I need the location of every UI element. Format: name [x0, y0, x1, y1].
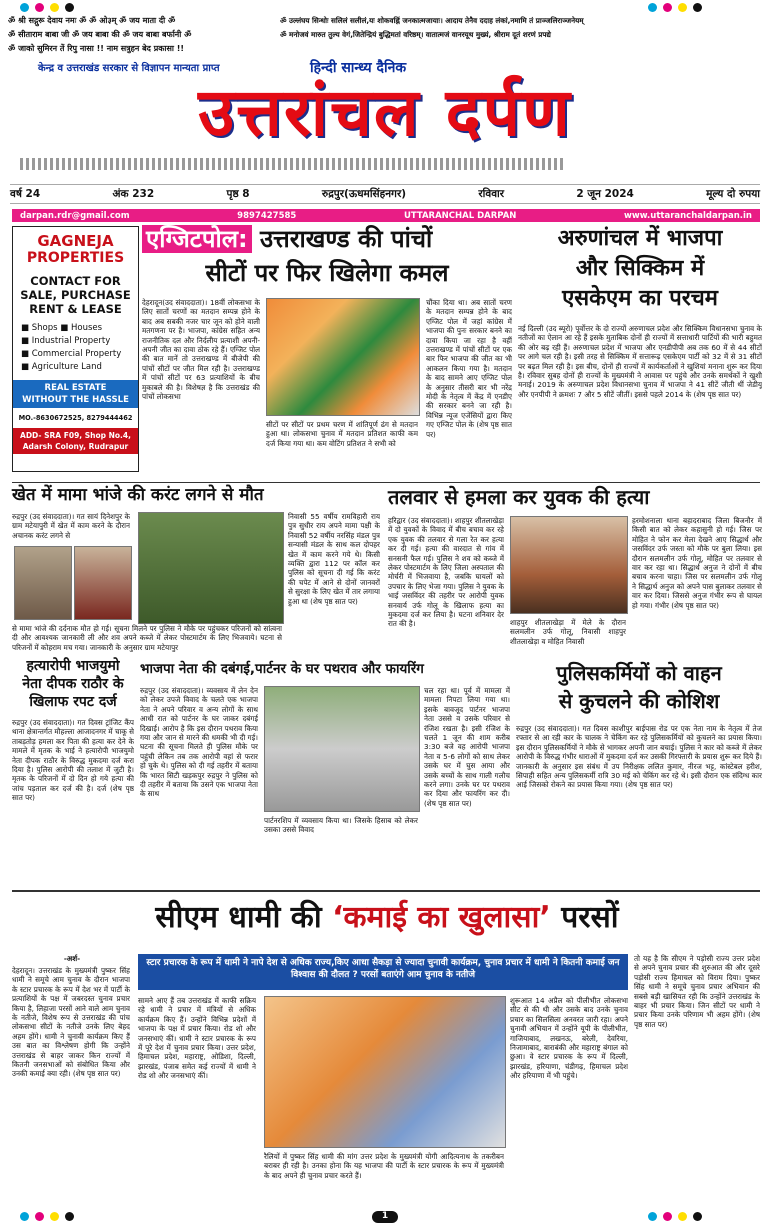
story-sword-murder	[388, 486, 762, 656]
story-dhami	[12, 896, 762, 1212]
murder-victim-photo	[510, 516, 628, 614]
story-dhami-headline-quote: ‘कमाई का खुलासा’	[332, 900, 551, 935]
farm-field-photo	[138, 512, 284, 624]
story-dhami-byline: -अर्श-	[63, 954, 81, 963]
masthead-title: उत्तरांचल दर्पण	[198, 74, 572, 151]
story-sword-body: हरिद्वार (उद संवाददाता)। शाहपुर शीतलाखेड़ा में दो युवकों के विवाद में बीच बचाव कर रहे एक युवक की तलवार से गला रेत कर हत्या कर दी गई। हत्या की वारदात से गांव में सनसनी फैल गई। पुलिस ने शव को कब्जे में लेकर पोस्टमार्टम के लिए जिला अस्पताल की मोर्चरी में भिजवाया है, जबकि घायलों को उपचार के लिए भेजा गया। पुलिस ने युवक के भाई जसविंदर की तहरीर पर आरोपी युवक सनवार्य उर्फ गोलू के खिलाफ हत्या का मुकदमा दर्ज कर लिया है। घटना शनिवार देर रात की है।	[388, 516, 504, 629]
ad-contact: CONTACT FOR	[30, 274, 121, 288]
story-electrocution	[12, 486, 382, 656]
info-price: मूल्य दो रुपया	[706, 188, 760, 200]
ad-title-1: GAGNEJA	[37, 232, 114, 250]
ad-line-1: SALE, PURCHASE	[20, 288, 131, 302]
story-police-headline-2: से कुचलने की कोशिश	[558, 689, 720, 713]
story-dhami-col-2: सामने आए हैं तब उत्तराखंड में काफी सक्रिय रहे धामी ने प्रचार में मंत्रियों से अधिक कार्यक्रम किए हैं। उन्होंने विभिन्न प्रदेशों में भाजपा के पक्ष में प्रचार किया। रोड शो और जनसभाएं कीं। धामी ने स्टार प्रचारक के रूप में पूरे देश में चुनाव प्रचार किया। उत्तर प्रदेश, हिमाचल प्रदेश, महाराष्ट्र, ओडिशा, दिल्ली, झारखंड, पंजाब समेत कई राज्यों में धामी ने रोड शो और जनसभाएं कीं।	[138, 996, 256, 1081]
masthead-tagline-left: केन्द्र व उत्तराखंड सरकार से विज्ञापन मान्यता प्राप्त	[38, 63, 220, 74]
contact-facebook[interactable]: UTTARANCHAL DARPAN	[403, 210, 517, 221]
story-exit-poll-col-1: देहरादून(उद संवाददाता)। 18वीं लोकसभा के लिए सातों चरणों का मतदान सम्पन्न होने के बाद अब सबकी नजर चार जून को होने वाली मतगणना पर है। भाजपा, कांग्रेस सहित अन्य राजनीतिक दल और निर्दलीय प्रत्याशी अपनी-अपनी जीत का दावा ठोक रहे हैं। एग्जिट पोल की बात मानें तो उत्तराखण्ड में बीजेपी की पांचों सीटों पर जीत मिल रही है। उत्तराखण्ड में पांचों सीटों पर 63 प्रत्याशियों के बीच मुकाबले की है। विशेषज्ञ है कि उत्तराखंड की पांचों लोकसभा	[142, 298, 260, 402]
story-bjym-headline-2: नेता दीपक राठौर के	[22, 676, 124, 692]
story-bjp-leader-headline: भाजपा नेता की दबंगई,पार्टनर के घर पथराव और फायरिंग	[140, 661, 424, 677]
masthead-quote-right: ॐ उल्लंघय सिन्धोः सलिलं सलीलं,यः शोकवह्निं जनकात्मजायाः। आदाय तेनैव ददाह लंकां,नमामि तं प्राञ्जलिराञ्जनेयम् ॐ मनोजवं मारुत तुल्य वेगं,जितेन्द्रियं बुद्धिमतां वरिष्ठम्। वातात्मजं वानरयूथ मुख्यं, श्रीराम दूतं शरणं प्रपद्ये	[280, 16, 584, 39]
property-ad	[12, 226, 139, 472]
story-police-body: रुद्रपुर (उद संवाददाता)। गत दिवस काशीपुर बाईपास रोड पर एक नेता नाम के नेतृत्व में तेज रफ्तार से आ रही कार के चालक ने चेकिंग कर रहे पुलिसकर्मियों को कुचलने का प्रयास किया। इस दौरान पुलिसकर्मियों ने मौके से भागकर अपनी जान बचाई। पुलिस ने कार को कब्जे में लेकर आरोपी के विरुद्ध गंभीर धाराओं में मुकदमा दर्ज कर उसकी गिरफ्तारी के प्रयास शुरू कर दिये हैं। जानकारी के अनुसार इस संबंध में उप निरीक्षक ललित कुमार, नीरज भट्ट, कांस्टेबल हरीश, सिपाही सहित अन्य पुलिसकर्मी रात्रि 30 मई को चेकिंग कर रहे थे। इसी दौरान एक संदिग्ध कार आई जिसको रोकने का प्रयास किया गया। (शेष पृष्ठ सात पर)	[516, 724, 762, 790]
registration-dots-top-right	[648, 3, 702, 12]
story-electrocution-headline: खेत में मामा भांजे की करंट लगने से मौत	[12, 485, 264, 505]
ad-title-2: PROPERTIES	[26, 250, 125, 266]
story-bjp-leader-col-3: चल रहा था। पूर्व में मामला में मामला निपटा लिया गया था। इसके बावजूद पार्टनर भाजपा नेता उससे व उसके परिवार से रंजिश रखता है। इसी रंजिश के चलते 1 जून की शाम करीब 3:30 बजे वह आरोपी भाजपा नेता व 5-6 लोगों को साथ लेकर उसके घर में घुस आया और उसके बच्चों के साथ गाली गलौच करने लगा। उनके घर पर पथराव कर दिया और फायरिंग कर दी। (शेष पृष्ठ सात पर)	[424, 686, 510, 808]
contact-website[interactable]: www.uttaranchaldarpan.in	[624, 210, 752, 221]
story-arunachal-body: नई दिल्ली (उद ब्यूरो) पूर्वोत्तर के दो राज्यों अरुणाचल प्रदेश और सिक्किम विधानसभा चुनाव के नतीजों का ऐलान आ रहे हैं इसके मुताबिक दोनों ही राज्यों में सत्ताधारी पार्टियों की भारी बहुमत की ओर बढ़ रही हैं। अरुणाचल प्रदेश में भाजपा और एनडीपीपी अब तक 60 में से 44 सीटों पर आगे चल रही है। इसी तरह से सिक्किम में सत्तारूढ़ एसकेएम पार्टी को 32 में से 31 सीटों पर बढ़त मिल रही है। इस बीच, दोनों ही राज्यों में कार्यकर्ताओं ने खुशियां मनाना शुरू कर दिया है। रविवार सुबह दोनों ही राज्यों के मुख्यमंत्री ने आवास पर पहुंचे और उनके समर्थकों ने खुशी मनाई। 2019 के अरुणाचल प्रदेश विधानसभा चुनाव में भाजपा ने 41 सीटें जीती थीं जेडीयू और एनपीपी ने क्रमशः 7 और 5 सीटें जीतीं। इससे पहले 2014 के (शेष पृष्ठ सात पर)	[518, 324, 762, 399]
story-dhami-col-5: तो यह है कि सीएम ने पड़ोसी राज्य उत्तर प्रदेश से अपने चुनाव प्रचार की शुरुआत की और दूसरे पड़ोसी राज्य हिमाचल को विराम दिया। पुष्कर सिंह धामी ने समूचे चुनाव प्रचार अभियान की सबसे बड़ी खासियत रही कि उन्होंने उत्तराखंड के बाहर भी प्रचार किया। जिन सीटों पर धामी ने प्रचार किया उनके परिणाम भी अहम होंगे। (शेष पृष्ठ सात पर)	[634, 954, 760, 1029]
ad-item-2: ■ Industrial Property	[21, 336, 111, 346]
masthead	[0, 12, 770, 210]
contact-email[interactable]: darpan.rdr@gmail.com	[20, 210, 130, 221]
ad-item-1: ■ Shops ■ Houses	[21, 323, 103, 333]
story-exit-poll-col-2: सीटों पर सीटों पर प्रथम चरण में शांतिपूर्ण ढंग से मतदान हुआ था। लोकसभा चुनाव में मतदान प्रतिशत काफी कम दर्ज किया गया था। कम वोटिंग प्रतिशत ने सभी को	[266, 420, 418, 448]
registration-dots-top-left	[20, 3, 74, 12]
story-sword-col-3: हरमोशनाला थाना बहादराबाद जिला बिजनौर में किसी बात को लेकर कहासुनी हो गई। जिस पर मोहित ने फोन कर मेला देखने आए सिद्धार्थ और जसविंदर उर्फ जस्ता को मौके पर बुला लिया। इस दौरान सलमलीन उर्फ गोलू, मोहित पर तलवार से वार कर रहा था। सिद्धार्थ अनुज ने दोनों में बीच बचाव करना चाहा। जिस पर सलमलीन उर्फ गोलू ने सिद्धार्थ अनुज को अपने पास बुलाकर तलवार से वार कर दिया। जिससे अनुज गंभीर रूप से घायल हो गया। गंभीर (शेष पृष्ठ सात पर)	[632, 516, 762, 610]
victim-photo-1	[14, 546, 72, 620]
story-electrocution-body: से मामा भांजे की दर्दनाक मौत हो गई। सूचना मिलने पर पुलिस ने मौके पर पहुंचकर परिजनों को सांत्वना दी और आवश्यक जानकारी ली और शव अपने कब्जे में लेकर पोस्टमार्टम के लिए भिजवाये। घटना से परिजनों में कोहराम मच गया। जानकारी के अनुसार ग्राम मटेयापुर	[12, 624, 282, 652]
story-arunachal-headline-3: एसकेएम का परचम	[562, 286, 718, 311]
story-electrocution-lead: रुद्रपुर (उद संवाददाता)। गत सायं दिनेशपुर के ग्राम मटेयापुरी में खेत में काम करने के दौरान अचानक करंट लगने से	[12, 512, 130, 540]
ad-address: ADD- SRA F09, Shop No.4, Adarsh Colony, Rudrapur	[13, 428, 138, 454]
ad-line-2: RENT & LEASE	[29, 302, 122, 316]
story-bjym-headline-3: खिलाफ रपट दर्ज	[29, 694, 117, 710]
story-sword-headline: तलवार से हमला कर युवक की हत्या	[388, 485, 650, 509]
incident-site-photo	[264, 686, 420, 812]
registration-dots-bottom-right	[648, 1212, 702, 1221]
info-day: रविवार	[478, 188, 505, 200]
dhami-photo	[264, 996, 506, 1148]
story-bjym-headline-1: हत्यारोपी भाजयुमो	[26, 658, 120, 674]
story-electrocution-col-3: निवासी 55 वर्षीय रामविहारी राय पुत्र सुधीर राय अपने मामा पक्षी के निवासी 52 वर्षीय नरसिंह मंडल पुत्र सन्यासी मंडल के साथ कल दोपहर खेत में काम करने गये थे। किसी व्यक्ति द्वारा 112 पर कॉल कर पुलिस को सूचना दी गई कि करंट की चपेट में आने से दोनों जानवरों से सुरक्षा के लिए खेत में तार लगाया हुआ था (शेष पृष्ठ सात पर)	[288, 512, 380, 606]
masthead-quote-left: ॐ श्री सद्गुरू देवाय नमः ॐ ॐ ओ३म् ॐ जय माता दी ॐ ॐ सीताराम बाबा जी ॐ जय बाबा की ॐ जय बाबा बर्फानी ॐ ॐ जाको सुमिरन तें रिपु नासा !! नाम सत्रुहन बेद प्रकासा !!	[8, 16, 192, 53]
ad-banner: REAL ESTATE WITHOUT THE HASSLE	[13, 380, 138, 408]
story-bjp-leader	[140, 662, 510, 888]
story-exit-poll-col-3: चौंका दिया था। अब सातों चरण के मतदान सम्पन्न होने के बाद एग्जिट पोल में जहां कांग्रेस में भाजपा की पुनः सरकार बनने का दावा किया जा रहा है वहीं उत्तराखण्ड में पांचों सीटों पर एक बार फिर भाजपा की जीत का भी आकलन किया गया है। मतदान के बाद सामने आए एग्जिट पोल के अनुसार तीसरी बार भी नरेंद्र मोदी के नेतृत्व में केंद्र में एनडीए की सरकार बनने जा रही है। विभिन्न न्यूज एजेंसियों द्वारा किए गए एग्जिट पोल के (शेष पृष्ठ सात पर)	[426, 298, 512, 439]
story-arunachal-headline-2: और सिक्किम में	[575, 256, 705, 281]
story-dhami-caption: रैलियों में पुष्कर सिंह धामी की मांग उत्तर प्रदेश के मुख्यमंत्री योगी आदित्यनाथ के तकरीबन बराबर ही रही है। उनका होना कि यह भाजपा की पार्टी के स्टार प्रचारक के रूप में मुख्यमंत्री के बाद अपने ही चुनाव प्रचार करते हैं।	[264, 1152, 504, 1180]
story-arunachal-headline-1: अरुणांचल में भाजपा	[557, 226, 723, 251]
contact-whatsapp[interactable]: 9897427585	[237, 210, 297, 221]
story-sword-caption: शाहपुर शीतलाखेड़ा में मेले के दौरान सलमलीन उर्फ गोलू, निवासी शाहपुर शीतलाखेड़ा व मोहित निवासी	[510, 618, 626, 646]
divider-2	[12, 890, 760, 892]
masthead-tagline-right: हिन्दी सान्ध्य दैनिक	[310, 60, 407, 76]
story-bjym-case	[12, 656, 134, 888]
story-arunachal	[518, 226, 762, 480]
registration-dots-bottom-left	[20, 1212, 74, 1221]
story-dhami-col-4: शुरूआत 14 अप्रैल को पीलीभीत लोकसभा सीट से की थी और उसके बाद उनके चुनाव प्रचार का सिलसिला अनवरत जारी रहा। अपने चुनावी अभियान में उन्होंने यूपी के पीलीभीत, गाजियाबाद, लखनऊ, बरेली, देवरिया, निजामाबाद, बाराबंकी और महाराष्ट्र बंगाल को छुआ। वे स्टार प्रचारक के रूप में दिल्ली, झारखंड, हरियाणा, चंडीगढ़, हिमाचल प्रदेश और हरियाणा में भी पहुंचे।	[510, 996, 628, 1081]
ad-phone: MO.-8630672525, 8279444462	[18, 414, 133, 422]
info-date: 2 जून 2024	[576, 188, 634, 200]
story-bjp-leader-col-2: पार्टनरशिप में व्यवसाय किया था। जिसके हिसाब को लेकर उसका उससे विवाद	[264, 816, 418, 835]
story-exit-poll-headline-2: सीटों पर फिर खिलेगा कमल	[205, 259, 449, 287]
masthead-info-bar	[10, 184, 760, 204]
story-police-vehicle	[516, 662, 762, 888]
story-dhami-banner: स्टार प्रचारक के रूप में धामी ने नापे देश से अधिक राज्य,किए आधा सैकड़ा से ज्यादा चुनावी कार्यक्रम, चुनाव प्रचार में धामी ने कितनी कमाई जन विश्वास की दौलत ? परसों बताएंगे आम चुनाव के नतीजे	[138, 954, 628, 990]
story-bjp-leader-body: रुद्रपुर (उद संवाददाता)। व्यवसाय में लेन देन को लेकर उपजे विवाद के चलते एक भाजपा नेता ने अपने परिवार व अन्य लोगों के साथ आधी रात को पार्टनर के घर जाकर दबंगई दिखाई। आरोप है कि इस दौरान पथराव किया गया और जान से मारने की धमकी भी दी गई। घटना की सूचना मिलते ही पुलिस मौके पर पहुंची लेकिन तब तक आरोपी वहां से फरार हो चुके थे। पुलिस को दी गई तहरीर में बताया कि भारत सिटी खड़कपुर रुद्रपुर ने पुलिस को दी तहरीर में बताया कि उसने एक भाजपा नेता के साथ	[140, 686, 258, 799]
divider-1	[12, 482, 760, 483]
story-dhami-headline: सीएम धामी की ‘कमाई का खुलासा’ परसों	[155, 900, 619, 935]
exit-poll-rally-photo	[266, 298, 420, 416]
story-exit-poll	[142, 226, 512, 480]
info-volume: वर्ष 24	[10, 188, 41, 200]
page-number: 1	[372, 1211, 398, 1223]
info-place: रुद्रपुर(ऊधमसिंहनगर)	[321, 188, 407, 200]
story-bjym-body: रुद्रपुर (उद संवाददाता)। गत दिवस ट्रांजिट कैंप थाना क्षेत्रान्तर्गत मौहल्ला आजादनगर में चाकू से ताबड़तोड़ हमला कर पिता की हत्या कर देने के मामले में मृतक के भाई ने हत्यारोपी भाजयुमो नेता दीपक राठौर के विरुद्ध मुकदमा दर्ज करा दिया है। पुलिस आरोपी की तलाश में जुटी है। मृतक के परिजनों में दो दिन हो गये हत्या की जांच पड़ताल कर दर्ज की है। दर्ज (शेष पृष्ठ सात पर)	[12, 718, 134, 803]
ad-item-3: ■ Commercial Property	[21, 349, 122, 359]
story-dhami-col-1: देहरादून। उत्तराखंड के मुख्यमंत्री पुष्कर सिंह धामी ने समूचे आम चुनाव के दौरान भाजपा के स्टार प्रचारक के रूप में देश भर में पार्टी के प्रत्याशियों के पक्ष में जबरदस्त चुनाव प्रचार किया है, लिहाजा परसों आने वाले आम चुनाव के नतीजे, विशेष रूप से उत्तराखंड की पांच लोकसभा सीटों के नतीजे उनके लिए बेहद अहम होंगे। धामी ने चुनावी कार्यक्रम किए हैं उस बात का विश्लेषण होगी कि उन्होंने उत्तराखंड से बाहर जाकर किन राज्यों में कितनी जनसभाओं को संबोधित किया और उनकी कमाई क्या रही। (शेष पृष्ठ सात पर)	[12, 966, 130, 1079]
info-issue: अंक 232	[112, 188, 155, 200]
masthead-pattern	[20, 158, 565, 170]
contact-strip	[12, 209, 760, 222]
victim-photo-2	[74, 546, 132, 620]
ad-item-4: ■ Agriculture Land	[21, 362, 102, 372]
story-exit-poll-headline-1: एग्जिटपोल: उत्तराखण्ड की पांचों	[142, 226, 512, 254]
info-pages: पृष्ठ 8	[226, 188, 250, 200]
story-police-headline-1: पुलिसकर्मियों को वाहन	[556, 661, 722, 685]
story-exit-poll-kicker: एग्जिटपोल:	[142, 225, 252, 253]
